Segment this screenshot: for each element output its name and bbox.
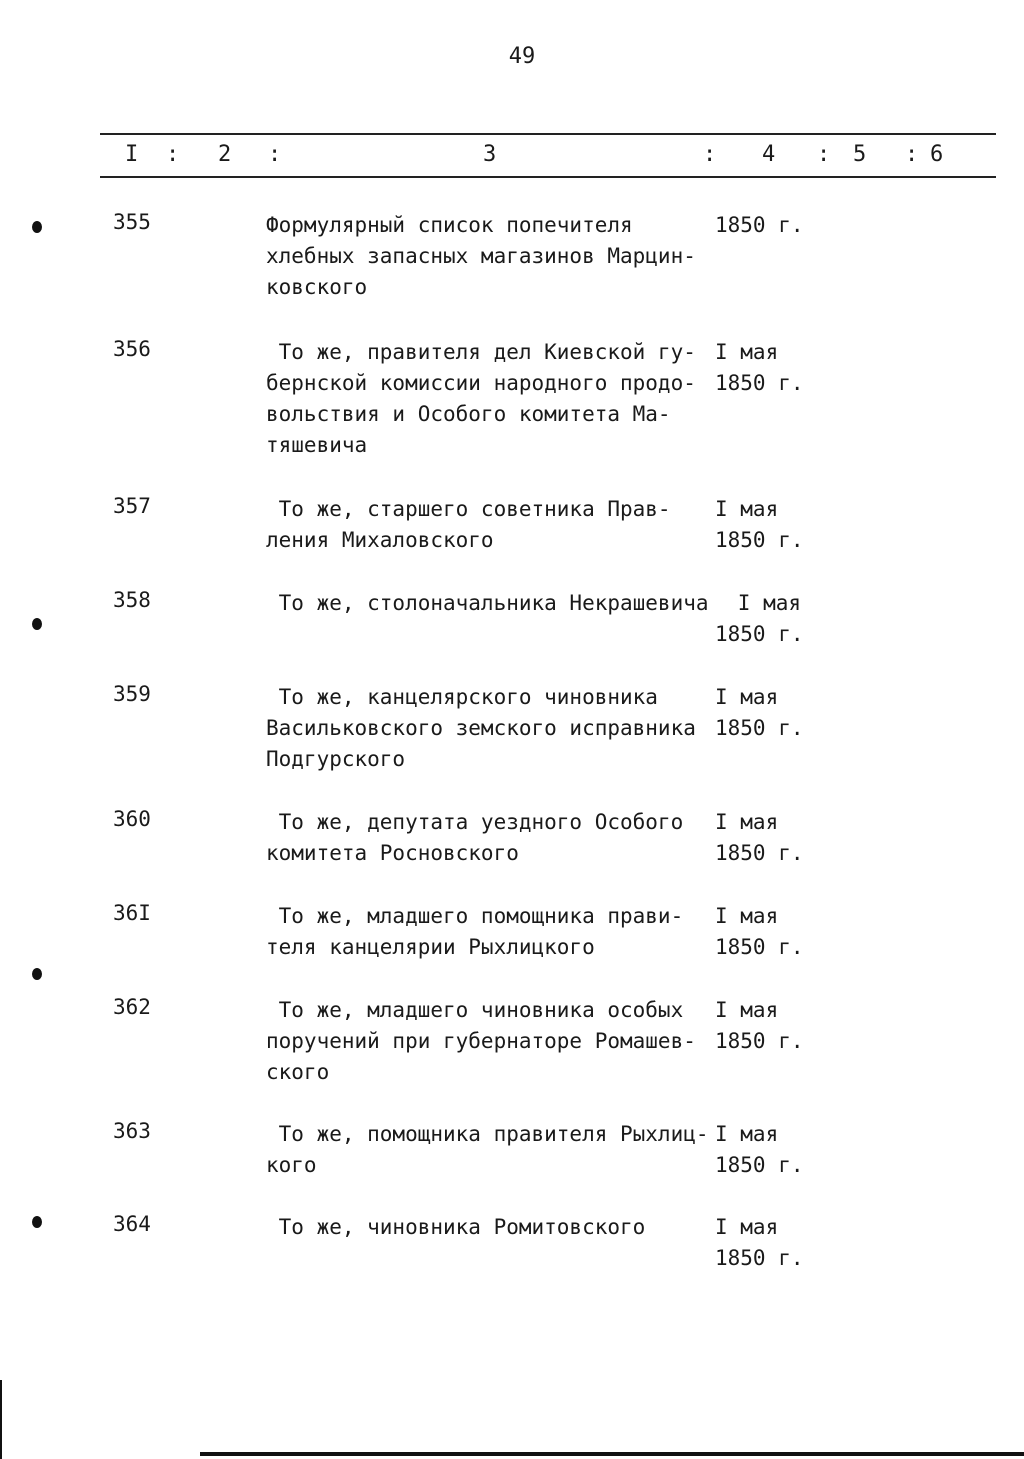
entry-date: 1850 г.	[715, 213, 804, 237]
entry-date: I мая 1850 г.	[715, 1122, 804, 1177]
column-separator: :	[703, 142, 717, 167]
entry-description: То же, помощника правителя Рыхлиц- кого	[266, 1122, 709, 1177]
entry-date: I мая 1850 г.	[715, 998, 804, 1053]
column-separator: :	[817, 142, 831, 167]
header-top-rule	[100, 133, 996, 135]
entry-description: То же, младшего чиновника особых поручений при губернаторе Ромашев- ского	[266, 998, 696, 1084]
scan-edge-line	[200, 1452, 1024, 1456]
column-header-6: 6	[930, 142, 944, 167]
entry-date: I мая 1850 г.	[715, 810, 804, 865]
column-header-3: 3	[483, 142, 497, 167]
entry-number: 363	[113, 1119, 151, 1143]
entry-number: 357	[113, 494, 151, 518]
binding-hole-mark	[32, 968, 42, 980]
entry-number: 362	[113, 995, 151, 1019]
entry-description: То же, депутата уездного Особого комитета Росновского	[266, 810, 684, 865]
entry-number: 359	[113, 682, 151, 706]
column-header-5: 5	[853, 142, 867, 167]
entry-date: I мая 1850 г.	[715, 1215, 804, 1270]
column-separator: :	[166, 142, 180, 167]
entry-number: 360	[113, 807, 151, 831]
entry-description: То же, столоначальника Некрашевича	[266, 591, 709, 615]
entry-description: То же, чиновника Ромитовского	[266, 1215, 646, 1239]
entry-date: I мая 1850 г.	[715, 904, 804, 959]
entry-description: То же, канцелярского чиновника Васильковского земского исправника Подгурского	[266, 685, 696, 771]
entry-number: 36I	[113, 901, 151, 925]
column-header-4: 4	[762, 142, 776, 167]
binding-hole-mark	[32, 221, 42, 233]
entry-date: I мая 1850 г.	[715, 497, 804, 552]
entry-description: То же, младшего помощника прави- теля канцелярии Рыхлицкого	[266, 904, 684, 959]
entry-date: I мая 1850 г.	[715, 591, 804, 646]
entry-number: 355	[113, 210, 151, 234]
binding-hole-mark	[32, 618, 42, 630]
entry-number: 364	[113, 1212, 151, 1236]
entry-description: То же, старшего советника Прав- ления Михаловского	[266, 497, 671, 552]
entry-number: 358	[113, 588, 151, 612]
binding-hole-mark	[32, 1216, 42, 1228]
column-header-row	[0, 140, 1024, 172]
entry-description: Формулярный список попечителя хлебных запасных магазинов Марцин- ковского	[266, 213, 696, 299]
entry-date: I мая 1850 г.	[715, 685, 804, 740]
entry-date: I мая 1850 г.	[715, 340, 804, 395]
scan-edge-line	[0, 1380, 2, 1459]
column-separator: :	[268, 142, 282, 167]
page-number: 49	[508, 44, 536, 69]
entry-number: 356	[113, 337, 151, 361]
column-header-2: 2	[218, 142, 232, 167]
header-bottom-rule	[100, 176, 996, 178]
entry-description: То же, правителя дел Киевской гу- бернской комиссии народного продо- вольствия и Особого комитета Ма- тяшевича	[266, 340, 696, 457]
column-separator: :	[905, 142, 919, 167]
column-header-1: I	[125, 142, 139, 167]
